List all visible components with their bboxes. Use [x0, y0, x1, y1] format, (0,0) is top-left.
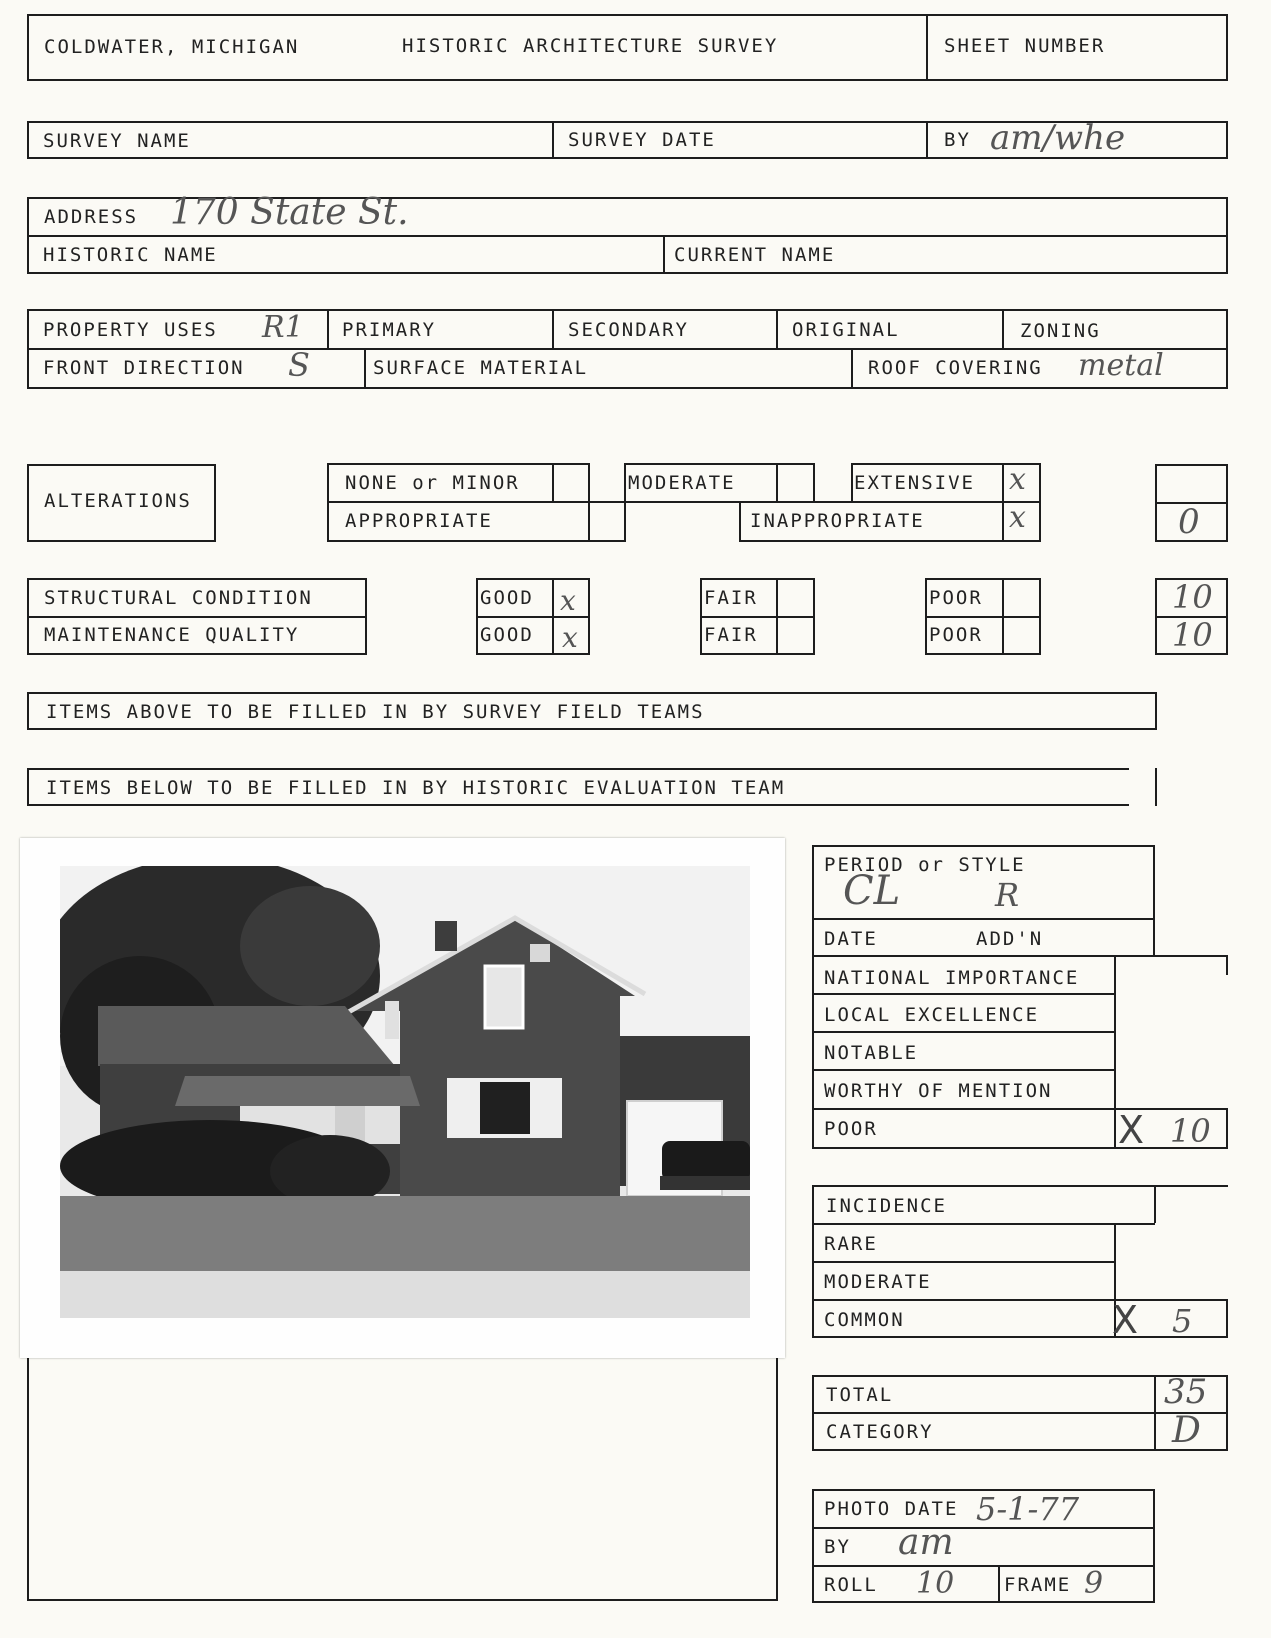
- structural-good-mark: x: [560, 584, 576, 617]
- extensive-label: EXTENSIVE: [854, 472, 975, 494]
- extensive-check-div: [1002, 463, 1004, 503]
- note-below-right: [1155, 768, 1157, 806]
- eval-poor-label: POOR: [824, 1118, 878, 1140]
- photo-mount: [20, 838, 785, 1358]
- zoning-label: ZONING: [1020, 320, 1101, 342]
- none-minor-check-div: [552, 463, 554, 503]
- photo-area-bottom: [27, 1599, 778, 1601]
- photo-info-div-2: [812, 1565, 1155, 1567]
- period-value-2: R: [995, 876, 1020, 914]
- maintenance-good-mark: x: [562, 621, 578, 654]
- property-uses-label: PROPERTY USES: [43, 319, 218, 341]
- category-label: CATEGORY: [826, 1421, 934, 1443]
- surface-material-label: SURFACE MATERIAL: [373, 357, 589, 379]
- condition-label-div: [27, 616, 367, 618]
- photo-by-label: BY: [824, 1536, 851, 1558]
- survey-name-label: SURVEY NAME: [43, 130, 191, 152]
- common-label: COMMON: [824, 1309, 905, 1331]
- sheet-number-label: SHEET NUMBER: [944, 35, 1106, 57]
- property-mid: [27, 348, 1228, 350]
- maintenance-fair-label: FAIR: [704, 624, 758, 646]
- importance-right: [1226, 955, 1228, 975]
- inc-moderate-label: MODERATE: [824, 1271, 932, 1293]
- note-above: ITEMS ABOVE TO BE FILLED IN BY SURVEY FIELD TEAMS: [46, 701, 705, 723]
- structural-good-label: GOOD: [480, 587, 534, 609]
- addn-label: ADD'N: [976, 928, 1044, 950]
- moderate-label: MODERATE: [628, 472, 736, 494]
- worthy-label: WORTHY OF MENTION: [824, 1080, 1053, 1102]
- frame-label: FRAME: [1004, 1574, 1072, 1596]
- rare-label: RARE: [824, 1233, 878, 1255]
- row-div-1: [812, 993, 1115, 995]
- local-excellence-label: LOCAL EXCELLENCE: [824, 1004, 1040, 1026]
- note-below-left: [27, 768, 29, 806]
- inappropriate-check-mark: x: [1009, 500, 1026, 535]
- frame-value: 9: [1084, 1566, 1104, 1601]
- alterations-label: ALTERATIONS: [44, 490, 192, 512]
- survey-date-label: SURVEY DATE: [568, 129, 716, 151]
- roof-covering-label: ROOF COVERING: [868, 357, 1043, 379]
- survey-right-edge: [1226, 121, 1228, 159]
- photo-date-value: 5-1-77: [976, 1490, 1080, 1528]
- survey-div-1: [552, 121, 554, 159]
- survey-div-2: [926, 121, 928, 159]
- frame-div: [998, 1565, 1000, 1603]
- roof-covering-value: metal: [1078, 348, 1164, 383]
- total-label: TOTAL: [826, 1384, 894, 1406]
- date-label: DATE: [824, 928, 878, 950]
- eval-poor-score: 10: [1170, 1112, 1211, 1150]
- alterations-score: 0: [1178, 502, 1200, 542]
- incidence-top-right: [1154, 1185, 1156, 1223]
- appropriate-check-div: [588, 501, 590, 542]
- address-label: ADDRESS: [44, 206, 139, 228]
- totals-score-col: [1154, 1375, 1156, 1451]
- poor-row-div: [925, 616, 1041, 618]
- header-title: HISTORIC ARCHITECTURE SURVEY: [402, 35, 779, 57]
- note-below: ITEMS BELOW TO BE FILLED IN BY HISTORIC EVALUATION TEAM: [46, 777, 786, 799]
- note-below-bottom: [27, 804, 1129, 806]
- original-label: ORIGINAL: [792, 319, 900, 341]
- maintenance-poor-label: POOR: [929, 624, 983, 646]
- fair-check-div: [776, 578, 778, 655]
- structural-fair-label: FAIR: [704, 587, 758, 609]
- address-divider: [27, 235, 1228, 237]
- inc-div-2: [812, 1261, 1115, 1263]
- survey-by-value: am/whe: [990, 118, 1126, 158]
- appropriate-label: APPROPRIATE: [345, 510, 493, 532]
- photo-date-label: PHOTO DATE: [824, 1498, 959, 1520]
- extensive-check-mark: x: [1009, 462, 1026, 497]
- importance-right-2: [1226, 1108, 1228, 1149]
- front-direction-label: FRONT DIRECTION: [43, 357, 245, 379]
- property-uses-value: R1: [262, 310, 304, 345]
- roll-value: 10: [916, 1566, 955, 1601]
- primary-label: PRIMARY: [342, 319, 437, 341]
- roll-label: ROLL: [824, 1574, 878, 1596]
- photo-by-value: am: [898, 1522, 954, 1563]
- inc-div-1: [812, 1223, 1155, 1225]
- inappropriate-check-div: [1002, 501, 1004, 542]
- property-div-4: [1002, 309, 1004, 349]
- maintenance-score: 10: [1172, 616, 1213, 654]
- maintenance-quality-label: MAINTENANCE QUALITY: [44, 624, 300, 646]
- inc-div-3: [812, 1299, 1228, 1301]
- structural-condition-label: STRUCTURAL CONDITION: [44, 587, 313, 609]
- current-name-label: CURRENT NAME: [674, 244, 836, 266]
- total-value: 35: [1164, 1372, 1208, 1412]
- none-minor-label: NONE or MINOR: [345, 472, 520, 494]
- good-check-div: [552, 578, 554, 655]
- period-label: PERIOD or STYLE: [824, 854, 1026, 876]
- period-div: [812, 918, 1155, 920]
- property-div-3: [776, 309, 778, 349]
- fair-row-div: [700, 616, 815, 618]
- current-name-divider: [663, 235, 665, 274]
- poor-check-div: [1002, 578, 1004, 655]
- maintenance-good-label: GOOD: [480, 624, 534, 646]
- note-below-top: [27, 768, 1129, 770]
- structural-score: 10: [1172, 578, 1213, 616]
- national-importance-label: NATIONAL IMPORTANCE: [824, 967, 1080, 989]
- address-value: 170 State St.: [170, 192, 409, 233]
- row-div-3: [812, 1069, 1115, 1071]
- front-direction-value: S: [288, 346, 310, 384]
- property-div-6: [851, 348, 853, 389]
- house-photo: [60, 866, 750, 1318]
- category-value: D: [1172, 1410, 1201, 1451]
- header-city: COLDWATER, MICHIGAN: [44, 36, 300, 58]
- totals-div: [812, 1412, 1228, 1414]
- eval-poor-mark: X: [1118, 1108, 1145, 1152]
- common-score: 5: [1172, 1302, 1193, 1340]
- inappropriate-label: INAPPROPRIATE: [750, 510, 925, 532]
- historic-name-label: HISTORIC NAME: [43, 244, 218, 266]
- header-divider: [926, 14, 928, 81]
- common-mark: X: [1112, 1298, 1139, 1342]
- incidence-right: [1226, 1300, 1228, 1338]
- moderate-check-div: [776, 463, 778, 503]
- row-div-2: [812, 1031, 1115, 1033]
- importance-score-col: [1114, 955, 1116, 1149]
- structural-poor-label: POOR: [929, 587, 983, 609]
- property-div-5: [364, 348, 366, 389]
- row-div-4: [812, 1108, 1228, 1110]
- survey-by-label: BY: [944, 129, 971, 151]
- property-div-2: [552, 309, 554, 349]
- period-value-1: CL: [843, 868, 901, 914]
- property-div-1: [327, 309, 329, 349]
- notable-label: NOTABLE: [824, 1042, 919, 1064]
- secondary-label: SECONDARY: [568, 319, 689, 341]
- incidence-label: INCIDENCE: [826, 1195, 947, 1217]
